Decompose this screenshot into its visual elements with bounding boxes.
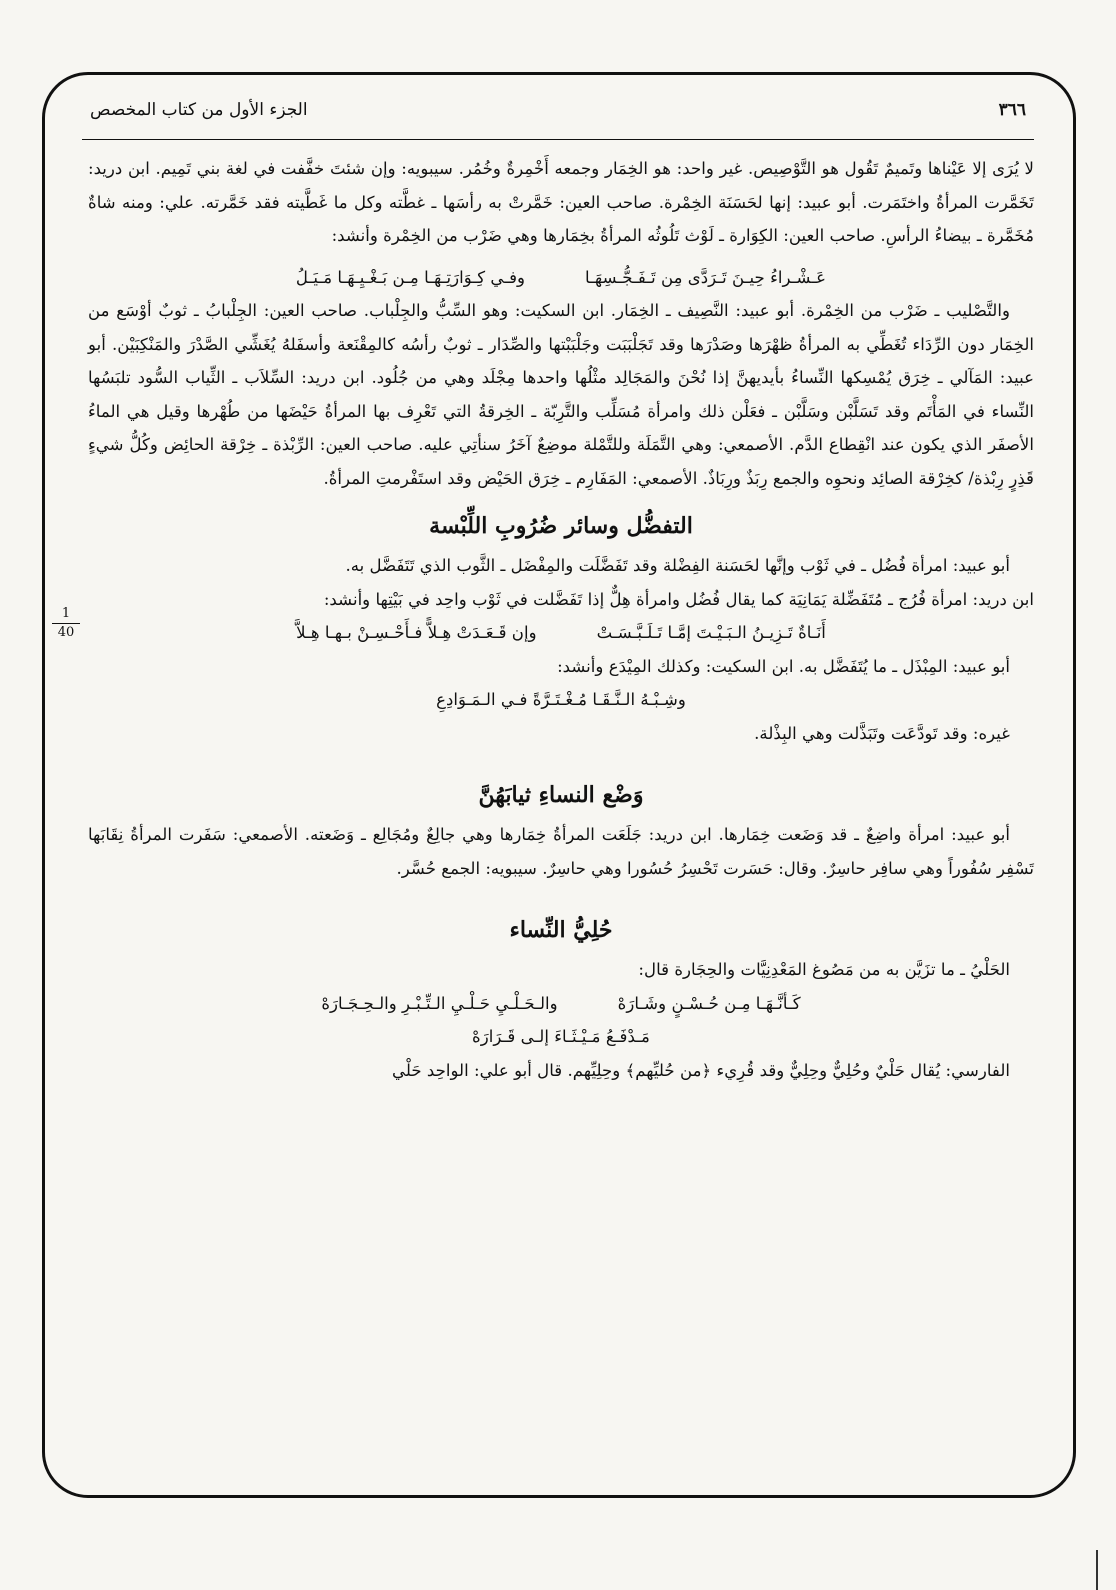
main-text (88, 152, 1034, 1087)
paragraph: لا يُرَى إلا عَيْناها وتَميمٌ تَقُول هو التَّوْصِيص. غير واحد: هو الخِمَار وجمعه أَخْمِرةٌ وخُمُر. سيبويه: وإن شئتَ خفَّفت في لغة بني تَمِيم. ابن دريد: تَخَمَّرت المرأةُ واختَمَرت. أبو عبيد: إنها لحَسَنَة الخِمْرة. صاحب العين: خَمَّرتْ به رأسَها ـ غطَّته وكل ما غَطَّيته فقد خَمَّرته. علي: ومنه شاةٌ مُخَمَّرة ـ بيضاءُ الرأسِ. صاحب العين: الكِوَارة ـ لَوْث تَلُوثُه المرأةُ بخِمَارها وهي ضَرْب من الخِمْرة وأنشد: (88, 159, 1034, 245)
margin-note-fraction (52, 606, 80, 641)
paragraph: غيره: وقد تَودَّعَت وتَبَذَّلت وهي البِذْلة. (754, 723, 1010, 743)
verse-line: وشِـبْـهُ الـنَّـقَـا مُـغْـتَـرَّةً فـي الـمَـوَادِعِ (436, 690, 686, 709)
verse-hemistich-first: عَـشْـراءُ حِيـنَ تَـرَدَّى مِن تَـفَـجُّـسِهَـا (585, 267, 827, 287)
verse-line: مَـدْفَـعُ مَـيْـثَـاءَ إلـى قَـرَارَهْ (472, 1027, 650, 1046)
section-heading: وَضْع النساءِ ثيابَهُنَّ (478, 782, 644, 808)
verse-line (88, 987, 1034, 1021)
section-heading: التفضُّل وسائر ضُرُوبِ اللِّبْسة (429, 513, 693, 539)
verse-hemistich-second: وفـي كِـوَارَتِـهَـا مِـن بَـغْـيِـهَـا مَـيَـلُ (295, 267, 526, 287)
scan-edge-mark (1096, 1550, 1098, 1590)
verse-hemistich-first: كَـأنَّـهَـا مِـن حُـسْـنٍ وشَـارَهْ (617, 993, 801, 1013)
running-head (90, 100, 1026, 130)
book-title: الجزء الأول من كتاب المخصص (90, 100, 308, 120)
margin-note-numerator: 1 (61, 606, 71, 621)
verse-hemistich-first: أَنَـاةٌ تَـزِيـنُ الـبَـيْـتَ إمَّـا تَـلَـبَّـسَـتْ (596, 623, 826, 642)
verse-hemistich-second: والـحَـلْـيِ حَـلْـيِ الـتِّـبْـرِ والـحِـجَـارَهْ (321, 993, 558, 1013)
verse-line (88, 616, 1034, 650)
margin-note-bar (52, 623, 80, 624)
paragraph: والتَّصْليب ـ ضَرْب من الخِمْرة. أبو عبيد: النَّصِيف ـ الخِمَار. ابن السكيت: وهو السِّبُّ والجِلْباب. صاحب العين: الجِلْبابُ ـ ثوبٌ أوْسَع من الخِمَار دون الرِّدَاء تُغَطِّي به المرأةُ ظهْرَها وصَدْرَها وقد تَجَلْبَبَت وجَلْبَبْتها والصِّدَار ـ ثوبٌ رأسُه كالمِقْنَعة وأسفَلهُ يُغَشِّي الصَّدْرَ والمَنْكِبَيْن. أبو عبيد: المَآلي ـ خِرَق يُمْسِكها النِّساءُ بأيديهنَّ إذا نُحْنَ والمَجَالِد مثْلُها واحدها مِجْلَد وهي من جُلُود. ابن دريد: السِّلاَب ـ الثِّياب السُّود تلبَسُها النِّساء في المَأْتَم وقد تَسَلَّبْن وسَلَّبْن ـ فعَلْن ذلك وامرأة مُسَلِّب والتَّرِبّة ـ الخِرقةُ التي تَعْرِف بها المرأةُ حَيْضَها من طُهْرها وقيل هي الماءُ الأصفَر الذي يكون عند انْقِطاع الدَّم. الأصمعي: وهي التَّمَلَة وللتَّمْلة موضِعٌ آخَرُ سنأتِي عليه. صاحب العين: الرِّبْذة ـ خِرْقة الحائِض وكُلُّ شيءٍ قَذِرٍ رِبْذة/ كخِرْقة الصائِد ونحوِه والجمع رِبَذٌ ورِبَاذٌ. الأصمعي: المَفَارِم ـ خِرَق الحَيْض وقد استَفْرمتِ المرأةُ. (88, 301, 1034, 488)
header-rule (82, 139, 1034, 140)
verse-line (88, 261, 1034, 295)
paragraph: أبو عبيد: امرأة واضِعٌ ـ قد وَضَعت خِمَارها. ابن دريد: جَلَعَت المرأةُ خِمَارها وهي جالِعٌ ومُجَالِع ـ وَضَعته. الأصمعي: سَفَرت المرأةُ نِقَابَها تَسْفِر سُفُوراً وهي سافِر حاسِرٌ. وقال: حَسَرت تَحْسِرُ حُسُورا وهي حاسِرٌ. سيبويه: الجمع حُسَّر. (88, 825, 1034, 878)
section-heading: حُلِيُّ النِّساء (509, 917, 613, 943)
paragraph: الفارسي: يُقال حَلْيٌ وحُلِيٌّ وحِلِيٌّ وقد قُرِيء ﴿من حُليِّهم﴾ وحِلِيِّهم. قال أبو علي: الواحِد حَلْي (392, 1060, 1010, 1080)
paragraph: ابن دريد: امرأة فُرُج ـ مُتَفَضِّلة يَمَانِيَة كما يقال فُضُل وامرأة هِلٌّ إذا تَفَضَّلت في ثَوْب واحِد في بَيْتِها وأنشد: (323, 589, 1034, 609)
verse-hemistich-second: وإن قَـعَـدَتْ هِـلاًّ فـأَحْـسِـنْ بـهـا هِـلاَّ (296, 623, 537, 642)
paragraph: أبو عبيد: امرأة فُضُل ـ في ثَوْب وإنَّها لحَسَنة الفِضْلة وقد تَفَضَّلَت والمِفْضَل ـ الثَّوب الذي تَتَفَضَّل به. (345, 556, 1010, 575)
page-number: ٣٦٦ (998, 100, 1026, 120)
paragraph: أبو عبيد: المِبْذَل ـ ما يُتَفَضَّل به. ابن السكيت: وكذلك المِيْدَع وأنشد: (557, 656, 1010, 676)
margin-note-denominator: 40 (57, 625, 75, 640)
paragraph: الحَلْيُ ـ ما تزَيَّن به من مَصُوغ المَعْدِنِيَّات والحِجَارة قال: (638, 960, 1010, 979)
